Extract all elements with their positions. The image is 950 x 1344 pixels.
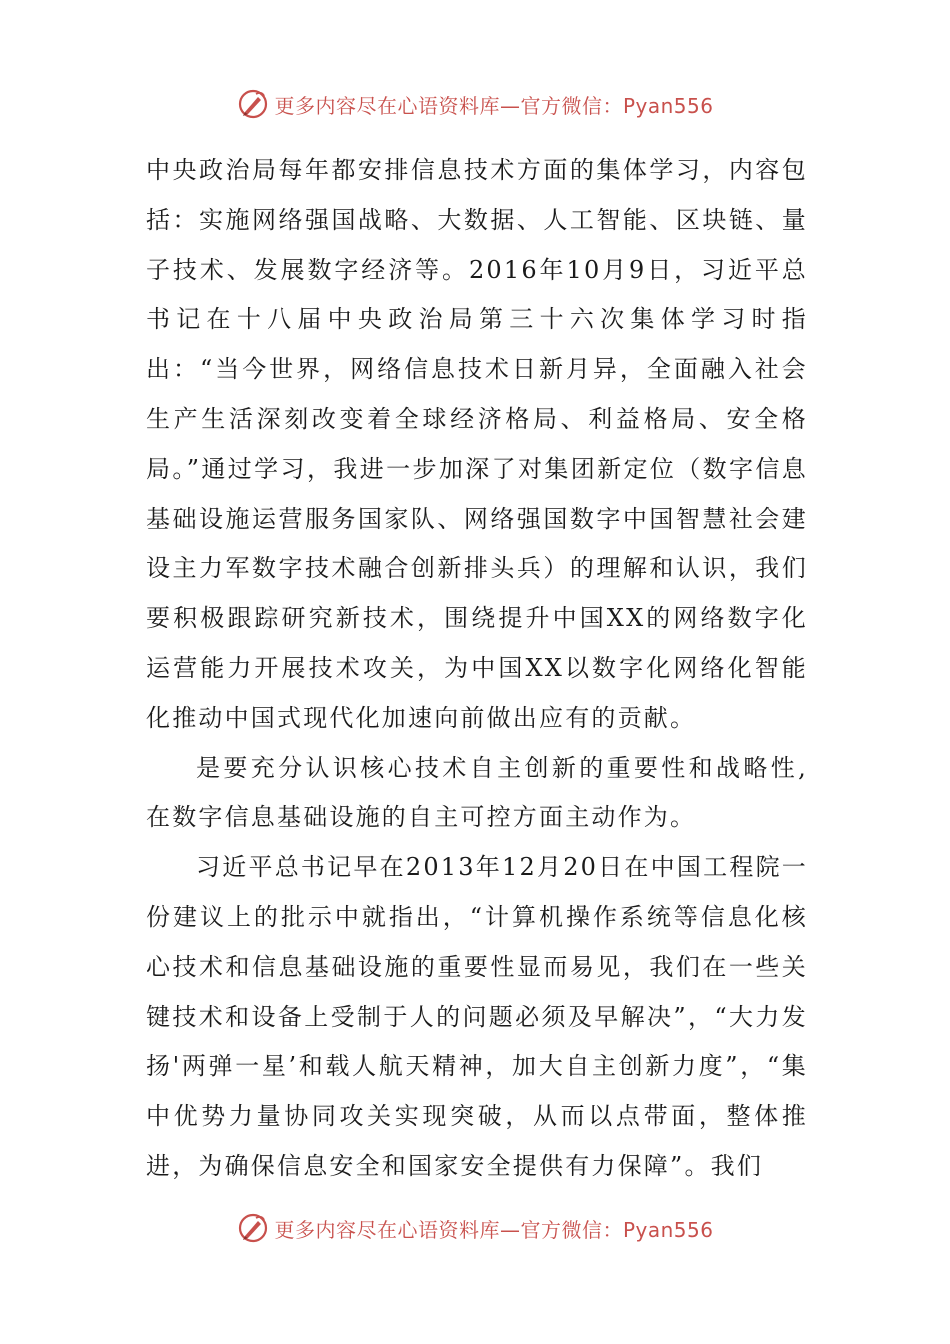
- pen-logo-icon: [236, 1211, 270, 1245]
- document-body: [146, 146, 808, 1192]
- footer-banner-text: 更多内容尽在心语资料库—官方微信：Pyan556: [274, 1217, 714, 1242]
- paragraph-1: 中央政治局每年都安排信息技术方面的集体学习，内容包括：实施网络强国战略、大数据、人工智能、区块链、量子技术、发展数字经济等。2016年10月9日，习近平总书记在十八届中央政治局第三十六次集体学习时指出：“当今世界，网络信息技术日新月异，全面融入社会生产生活深刻改变着全球经济格局、利益格局、安全格局。”通过学习，我进一步加深了对集团新定位（数字信息基础设施运营服务国家队、网络强国数字中国智慧社会建设主力军数字技术融合创新排头兵）的理解和认识，我们要积极跟踪研究新技术，围绕提升中国XX的网络数字化运营能力开展技术攻关，为中国XX以数字化网络化智能化推动中国式现代化加速向前做出应有的贡献。: [146, 156, 808, 732]
- header-banner: [0, 84, 950, 124]
- paragraph-3: 习近平总书记早在2013年12月20日在中国工程院一份建议上的批示中就指出，“计算机操作系统等信息化核心技术和信息基础设施的重要性显而易见，我们在一些关键技术和设备上受制于人的问题必须及早解决”，“大力发扬'两弹一星’和载人航天精神，加大自主创新力度”，“集中优势力量协同攻关实现突破，从而以点带面，整体推进，为确保信息安全和国家安全提供有力保障”。我们: [146, 853, 808, 1180]
- pen-logo-icon: [236, 87, 270, 121]
- footer-banner: [0, 1208, 950, 1248]
- header-banner-text: 更多内容尽在心语资料库—官方微信：Pyan556: [274, 93, 714, 118]
- paragraph-2: 是要充分认识核心技术自主创新的重要性和战略性,在数字信息基础设施的自主可控方面主动作为。: [146, 753, 808, 832]
